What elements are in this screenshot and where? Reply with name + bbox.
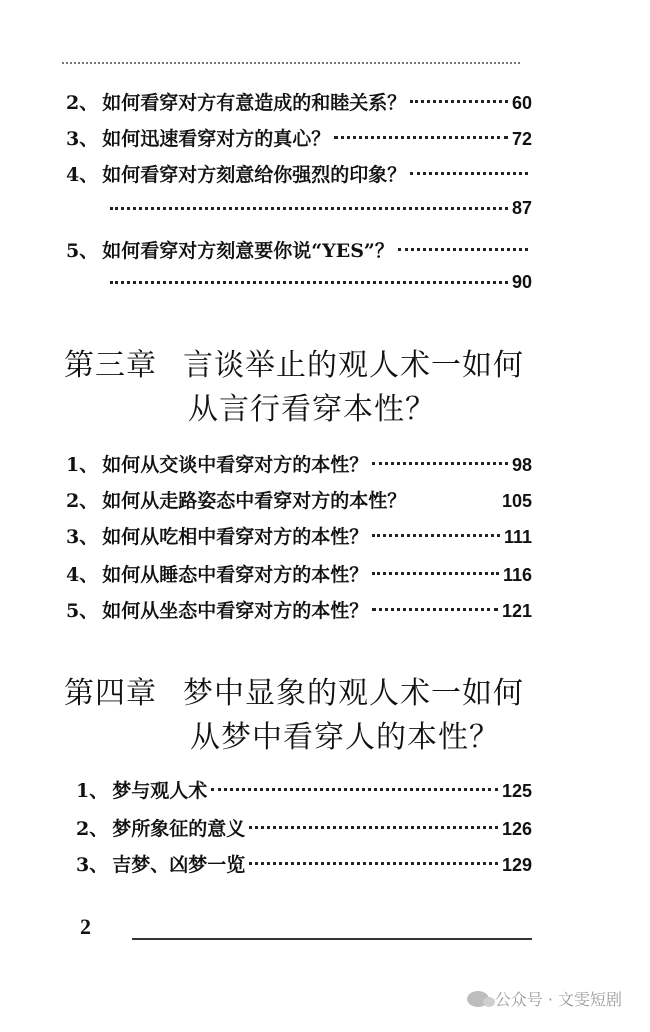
dot-leader (410, 100, 508, 103)
toc-entry[interactable] (66, 486, 532, 513)
toc-entry[interactable] (76, 776, 532, 803)
chapter-title: 梦中显象的观人术一如何 (183, 676, 524, 711)
dot-leader (110, 207, 508, 210)
entry-title: 如何从走路姿态中看穿对方的本性？ (102, 490, 407, 512)
dot-leader (372, 462, 508, 465)
entry-title: 如何从坐态中看穿对方的本性？ (102, 600, 369, 622)
footer-rule (132, 938, 532, 940)
toc-entry[interactable] (66, 124, 532, 151)
entry-page: 129 (501, 855, 532, 875)
entry-number: 4、 (66, 164, 99, 186)
watermark-text: 公众号 · 文雯短剧 (494, 990, 622, 1009)
top-rule (62, 62, 520, 64)
dot-leader (249, 862, 498, 865)
toc-entry[interactable] (66, 522, 532, 549)
entry-number: 2、 (66, 92, 99, 114)
chapter-heading (64, 340, 524, 384)
watermark (467, 987, 622, 1010)
entry-number: 4、 (66, 564, 99, 586)
entry-page: 121 (501, 601, 532, 621)
dot-leader (372, 534, 500, 537)
entry-title: 如何从吃相中看穿对方的本性？ (102, 526, 369, 548)
chapter-title-line2: 从梦中看穿人的本性？ (190, 720, 500, 755)
wechat-icon (467, 991, 489, 1007)
entry-page: 60 (511, 93, 532, 113)
entry-page: 72 (511, 129, 532, 149)
toc-entry[interactable] (76, 850, 532, 877)
dot-leader (372, 572, 499, 575)
toc-entry[interactable] (66, 450, 532, 477)
entry-title: 如何看穿对方刻意要你说“YES”？ (102, 240, 394, 262)
entry-page: 126 (501, 819, 532, 839)
dot-leader (249, 826, 498, 829)
entry-number: 2、 (66, 490, 99, 512)
dot-leader (211, 788, 498, 791)
entry-title: 如何从睡态中看穿对方的本性？ (102, 564, 369, 586)
entry-title: 如何看穿对方刻意给你强烈的印象？ (102, 164, 407, 186)
dot-leader (398, 248, 528, 251)
entry-number: 1、 (76, 780, 109, 802)
entry-number: 3、 (66, 526, 99, 548)
entry-page: 105 (501, 491, 532, 511)
entry-number: 3、 (66, 128, 99, 150)
entry-page: 116 (502, 565, 532, 585)
dot-leader (334, 136, 508, 139)
chapter-title-line2: 从言行看穿本性？ (188, 392, 436, 427)
chapter-heading (64, 668, 524, 712)
entry-page: 98 (511, 455, 532, 475)
toc-entry-continuation (110, 198, 532, 219)
chapter-title: 言谈举止的观人术一如何 (183, 348, 524, 383)
entry-page: 90 (511, 272, 532, 292)
toc-entry[interactable] (66, 236, 532, 263)
entry-page: 87 (511, 198, 532, 218)
dot-leader (410, 172, 528, 175)
entry-number: 1、 (66, 454, 99, 476)
chapter-label: 第三章 (64, 348, 157, 383)
toc-entry[interactable] (66, 88, 532, 115)
chapter-label: 第四章 (64, 676, 157, 711)
entry-number: 5、 (66, 240, 99, 262)
toc-entry-continuation (110, 272, 532, 293)
entry-page: 125 (501, 781, 532, 801)
entry-title: 梦与观人术 (112, 780, 208, 802)
page-number: 2 (80, 914, 91, 939)
toc-entry[interactable] (66, 596, 532, 623)
entry-number: 2、 (76, 818, 109, 840)
entry-title: 吉梦、凶梦一览 (112, 854, 246, 876)
toc-entry[interactable] (66, 560, 532, 587)
dot-leader (372, 608, 498, 611)
toc-entry[interactable] (76, 814, 532, 841)
entry-title: 如何迅速看穿对方的真心？ (102, 128, 331, 150)
entry-number: 3、 (76, 854, 109, 876)
entry-title: 如何从交谈中看穿对方的本性？ (102, 454, 369, 476)
entry-page: 111 (503, 527, 532, 547)
entry-title: 梦所象征的意义 (112, 818, 246, 840)
entry-number: 5、 (66, 600, 99, 622)
entry-title: 如何看穿对方有意造成的和睦关系？ (102, 92, 407, 114)
toc-entry[interactable] (66, 160, 532, 187)
dot-leader (110, 281, 508, 284)
